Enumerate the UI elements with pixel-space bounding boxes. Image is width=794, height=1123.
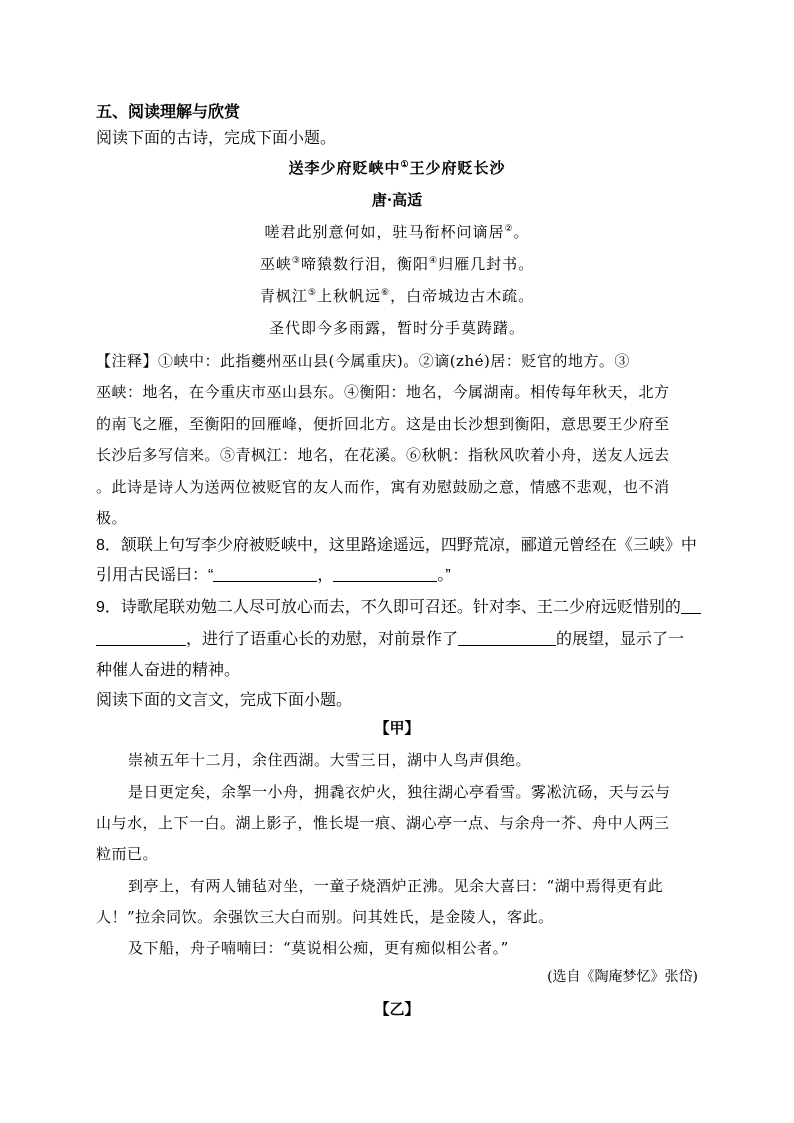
question-9-line <box>96 594 700 617</box>
poem-line-text: ，白帝城边古木疏。 <box>390 287 535 305</box>
prose-reading-intro: 阅读下面的文言文，完成下面小题。 <box>96 692 353 709</box>
prose-line: 人！”拉余同饮。余强饮三大白而别。问其姓氏，是金陵人，客此。 <box>96 908 554 926</box>
segment-label-jia: 【甲】 <box>374 720 420 737</box>
poem-line-text: 巫峡 <box>259 255 292 273</box>
annotation-line: 极。 <box>96 509 128 527</box>
annotation-line: 长沙后多写信来。⑤青枫江：地名，在花溪。⑥秋帆：指秋风吹着小舟，送友人远去 <box>96 446 670 464</box>
poem-line-text: 啼猿数行泪，衡阳 <box>300 255 429 273</box>
poem-title <box>0 157 794 178</box>
question-8-line: 8．颔联上句写李少府被贬峡中，这里路途遥远，四野荒凉，郦道元曾经在《三峡》中 <box>96 537 697 554</box>
note-mark: ④ <box>429 256 439 266</box>
answer-blank[interactable] <box>96 631 186 646</box>
section-title: 五、阅读理解与欣赏 <box>96 104 241 121</box>
question-9-answer-line <box>96 626 700 649</box>
question-9-text: ，进行了语重心长的劝慰，对前景作了 <box>186 631 459 648</box>
poem-line-text: 归雁几封书。 <box>438 255 535 273</box>
question-8-answer-line <box>96 562 700 585</box>
question-8-end: 。” <box>437 567 451 584</box>
poem-line <box>0 221 794 242</box>
answer-blank[interactable] <box>213 567 317 582</box>
annotation-line: 巫峡：地名，在今重庆市巫山县东。④衡阳：地名，今属湖南。相传每年秋天，北方 <box>96 383 670 401</box>
annotation-line: 【注释】①峡中：此指夔州巫山县(今属重庆)。②谪(zhé)居：贬官的地方。③ <box>96 352 630 370</box>
poem-line <box>0 253 794 274</box>
prose-line: 到亭上，有两人铺毡对坐，一童子烧酒炉正沸。见余大喜曰：“湖中焉得更有此 <box>128 877 664 895</box>
annotation-line: 。此诗是诗人为送两位被贬官的友人而作，寓有劝慰鼓励之意，情感不悲观，也不消 <box>96 478 670 496</box>
poem-line-text: 。 <box>513 223 530 241</box>
note-mark: ⑥ <box>381 288 391 298</box>
answer-blank[interactable] <box>333 567 437 582</box>
prose-line: 及下船，舟子喃喃曰：“莫说相公痴，更有痴似相公者。” <box>128 939 509 957</box>
question-8-text: 引用古民谣曰：“ <box>96 567 214 584</box>
note-mark: ⑤ <box>307 288 317 298</box>
poem-title-part-a: 送李少府贬峡中 <box>288 159 401 177</box>
poem-author: 唐·高适 <box>371 191 423 209</box>
prose-line: 粒而已。 <box>96 845 159 863</box>
prose-line: 山与水，上下一白。湖上影子，惟长堤一痕、湖心亭一点、与余舟一芥、舟中人两三 <box>96 814 670 832</box>
segment-label-yi: 【乙】 <box>374 1001 420 1018</box>
poem-line-text: 青枫江 <box>259 287 308 305</box>
poem-line-text: 上秋帆远 <box>316 287 381 305</box>
poem-title-part-b: 王少府贬长沙 <box>409 159 506 177</box>
poem-title-note-mark: ① <box>400 160 410 170</box>
question-8-separator: ， <box>317 567 334 584</box>
poem-line: 圣代即今多雨露，暂时分手莫踌躇。 <box>268 319 525 337</box>
poem-reading-intro: 阅读下面的古诗，完成下面小题。 <box>96 130 337 147</box>
note-mark: ② <box>504 224 514 234</box>
question-9-line: 种催人奋进的精神。 <box>96 662 241 679</box>
poem-line-text: 嗟君此别意何如，驻马衔杯问谪居 <box>264 223 505 241</box>
prose-line: 是日更定矣，余挐一小舟，拥毳衣炉火，独往湖心亭看雪。雾凇沆砀，天与云与 <box>128 783 671 801</box>
poem-line <box>0 285 794 306</box>
question-9-text: 9．诗歌尾联劝勉二人尽可放心而去，不久即可召还。针对李、王二少府远贬惜别的 <box>96 599 681 616</box>
source-citation: (选自《陶庵梦忆》张岱) <box>547 969 698 985</box>
answer-blank[interactable] <box>681 599 701 614</box>
prose-line: 崇祯五年十二月，余住西湖。大雪三日，湖中人鸟声俱绝。 <box>128 751 532 769</box>
question-9-text: 的展望，显示了一 <box>556 631 685 648</box>
annotation-line: 的南飞之雁，至衡阳的回雁峰，便折回北方。这是由长沙想到衡阳，意思要王少府至 <box>96 415 670 433</box>
note-mark: ③ <box>291 256 301 266</box>
answer-blank[interactable] <box>458 631 556 646</box>
